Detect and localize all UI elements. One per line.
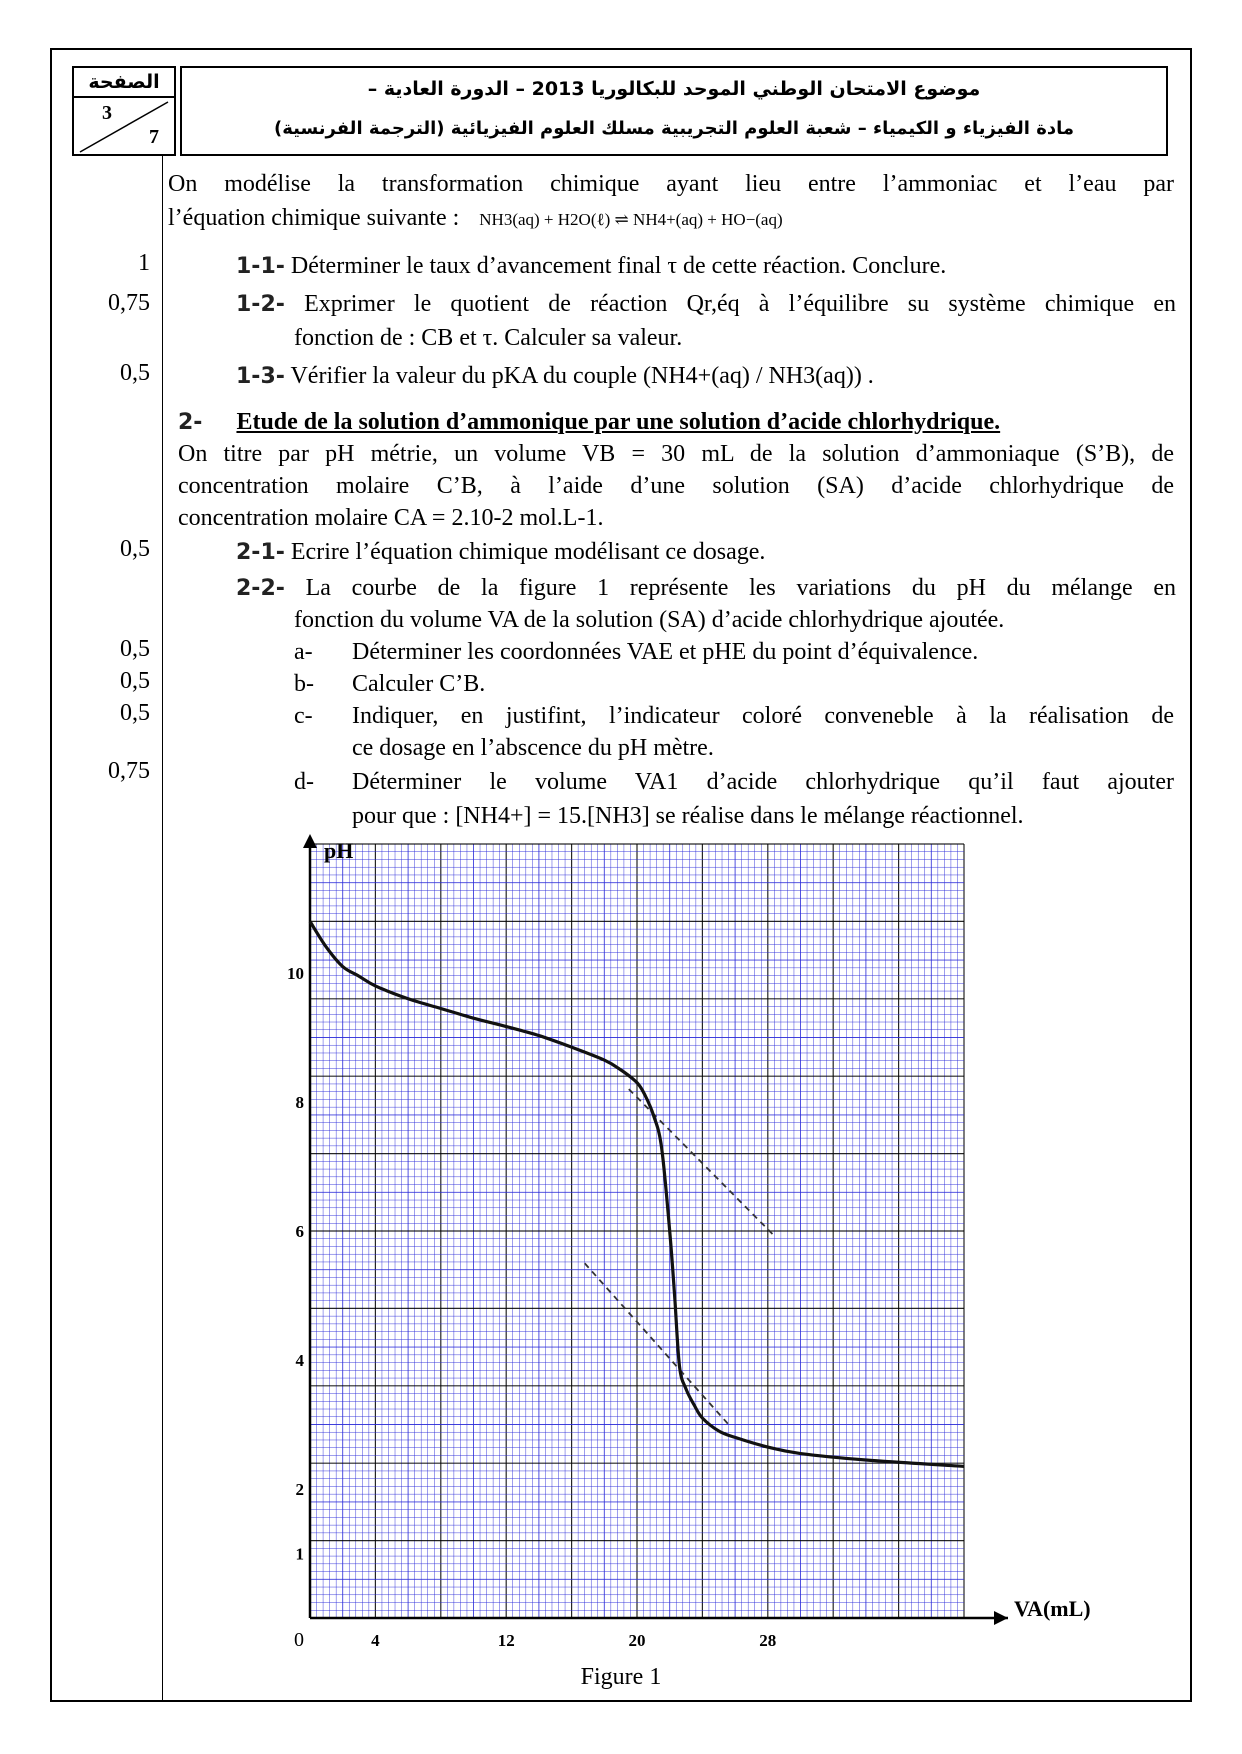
s2-line3: concentration molaire CA = 2.10-2 mol.L-1. xyxy=(178,505,604,531)
q13-number: 1-3- xyxy=(236,364,285,389)
q22c-label: c- xyxy=(294,703,313,729)
q11-text: Déterminer le taux d’avancement final τ de cette réaction. Conclure. xyxy=(290,253,947,279)
x-tick-label: 4 xyxy=(371,1631,380,1650)
q12-number: 1-2- xyxy=(236,292,285,317)
q21-number: 2-1- xyxy=(236,540,285,565)
y-tick-label: 4 xyxy=(295,1351,304,1370)
figure-caption: Figure 1 xyxy=(580,1664,662,1690)
q22d-line1: Déterminer le volume VA1 d’acide chlorhydrique qu’il faut ajouter xyxy=(352,769,1174,795)
s2-line1: On titre par pH métrie, un volume VB = 30 mL de la solution d’ammoniaque (S’B), de xyxy=(178,441,1174,467)
q12-line2: fonction de : CB et τ. Calculer sa valeur. xyxy=(294,325,683,351)
q22b-label: b- xyxy=(294,671,314,697)
page-total: 7 xyxy=(149,126,159,148)
page-label: الصفحة xyxy=(74,68,174,98)
q12-line1-wrap xyxy=(236,288,1176,321)
x-tick-label: 28 xyxy=(759,1631,777,1650)
q12-line1: Exprimer le quotient de réaction Qr,éq à l’équilibre su système chimique en xyxy=(304,291,1177,317)
margin-divider xyxy=(162,156,163,1702)
question-1-2 xyxy=(236,288,1176,321)
q22a-label: a- xyxy=(294,639,313,665)
q22b-text: Calculer C’B. xyxy=(352,671,486,697)
q22-line1: La courbe de la figure 1 représente les variations du pH du mélange en xyxy=(305,575,1176,601)
x-tick-label: 20 xyxy=(628,1631,646,1650)
question-1-3 xyxy=(236,360,874,393)
q22d-label: d- xyxy=(294,769,314,795)
points-q21: 0,5 xyxy=(120,536,150,562)
q21-text: Ecrire l’équation chimique modélisant ce dosage. xyxy=(290,539,766,565)
s2-line2: concentration molaire C’B, à l’aide d’une solution (SA) d’acide chlorhydrique de xyxy=(178,473,1174,499)
points-q12: 0,75 xyxy=(108,290,150,316)
y-axis-label: pH xyxy=(324,838,354,863)
x-axis-label: VA(mL) xyxy=(1014,1596,1090,1621)
intro-equation: NH3(aq) + H2O(ℓ) ⇌ NH4+(aq) + HO−(aq) xyxy=(479,210,783,229)
page-number: 3 xyxy=(102,102,112,124)
points-q11: 1 xyxy=(138,250,150,276)
y-tick-label: 2 xyxy=(295,1480,304,1499)
page-number-box xyxy=(72,66,176,156)
titration-chart xyxy=(250,832,1090,1662)
question-2-1 xyxy=(236,536,765,569)
q22c-line2: ce dosage en l’abscence du pH mètre. xyxy=(352,735,714,761)
q22-number: 2-2- xyxy=(236,576,285,601)
origin-label: 0 xyxy=(294,1629,304,1651)
y-tick-label: 1 xyxy=(295,1544,304,1564)
y-tick-label: 6 xyxy=(295,1222,304,1241)
points-q22a: 0,5 xyxy=(120,636,150,662)
question-2-2 xyxy=(236,572,1176,605)
q22c-line1: Indiquer, en justifint, l’indicateur coloré conveneble à la réalisation de xyxy=(352,703,1174,729)
points-q22d: 0,75 xyxy=(108,758,150,784)
x-axis-arrow-icon xyxy=(994,1611,1008,1625)
q22a-text: Déterminer les coordonnées VAE et pHE du point d’équivalence. xyxy=(352,639,979,665)
q22d-line2: pour que : [NH4+] = 15.[NH3] se réalise dans le mélange réactionnel. xyxy=(352,803,1024,829)
q13-text: Vérifier la valeur du pKA du couple (NH4+(aq) / NH3(aq)) . xyxy=(290,363,874,389)
s2-title: Etude de la solution d’ammonique par une solution d’acide chlorhydrique. xyxy=(236,409,1001,435)
points-q22c: 0,5 xyxy=(120,700,150,726)
y-axis-arrow-icon xyxy=(303,834,317,848)
points-q22b: 0,5 xyxy=(120,668,150,694)
figure-1 xyxy=(250,832,1090,1667)
y-tick-label: 10 xyxy=(287,964,304,983)
x-tick-label: 12 xyxy=(497,1631,515,1650)
exam-title-line2: مادة الفيزياء و الكيمياء – شعبة العلوم التجريبية مسلك العلوم الفيزيائية (الترجمة الفرنسية) xyxy=(273,118,1075,139)
intro-line2 xyxy=(168,202,1068,236)
exam-title-box xyxy=(180,66,1168,156)
q22-line2: fonction du volume VA de la solution (SA) d’acide chlorhydrique ajoutée. xyxy=(294,607,1005,633)
section-2-heading xyxy=(178,406,1000,439)
y-tick-label: 8 xyxy=(295,1093,304,1112)
points-q13: 0,5 xyxy=(120,360,150,386)
intro-line2-text: l’équation chimique suivante : xyxy=(168,205,460,231)
q11-number: 1-1- xyxy=(236,254,285,279)
page-divider-icon xyxy=(74,96,174,156)
s2-number: 2- xyxy=(178,410,203,435)
question-1-1 xyxy=(236,250,946,283)
exam-title-line1: موضوع الامتحان الوطني الموحد للبكالوريا 2013 – الدورة العادية – xyxy=(367,78,981,100)
intro-line1: On modélise la transformation chimique ayant lieu entre l’ammoniac et l’eau par xyxy=(168,171,1174,197)
